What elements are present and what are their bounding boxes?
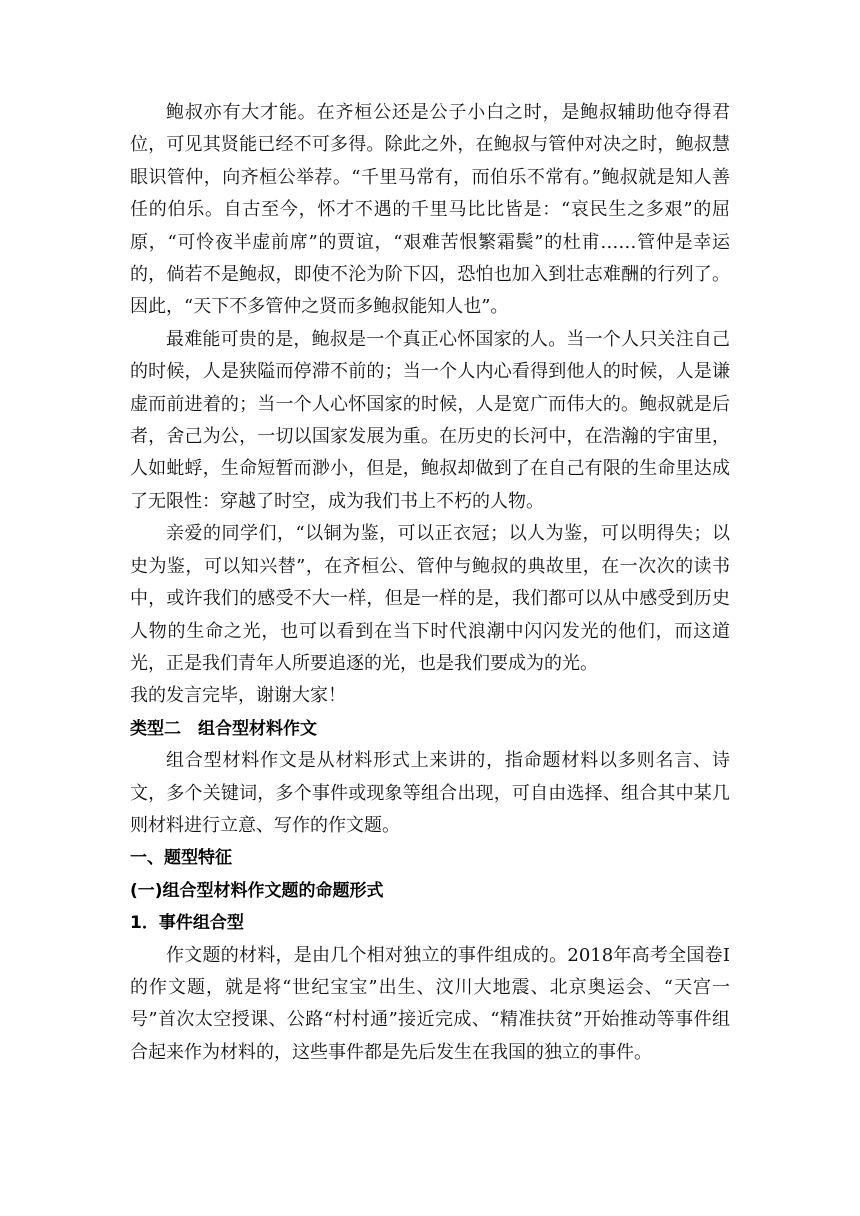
paragraph-baoshu-talent: 鲍叔亦有大才能。在齐桓公还是公子小白之时，是鲍叔辅助他夺得君位，可见其贤能已经不可多得。除此之外，在鲍叔与管仲对决之时，鲍叔慧眼识管仲，向齐桓公举荐。“千里马常有，而伯乐不常有。”鲍叔就是知人善任的伯乐。自古至今，怀才不遇的千里马比比皆是：“哀民生之多艰”的屈原，“可怜夜半虚前席”的贾谊，“艰难苦恨繁霜鬓”的杜甫……管仲是幸运的，倘若不是鲍叔，即使不沦为阶下囚，恐怕也加入到壮志难酬的行列了。因此，“天下不多管仲之贤而多鲍叔能知人也”。	[130, 102, 730, 318]
item-heading-event-combination: 1．事件组合型	[130, 913, 244, 934]
type-two-intro: 组合型材料作文是从材料形式上来讲的，指命题材料以多则名言、诗文，多个关键词，多个事件或现象等组合出现，可自由选择、组合其中某几则材料进行立意、写作的作文题。	[130, 750, 730, 836]
speech-closing: 我的发言完毕，谢谢大家！	[130, 685, 346, 707]
type-two-heading: 类型二 组合型材料作文	[130, 718, 317, 739]
document-body	[130, 97, 730, 1069]
item-text-event-combination: 作文题的材料，是由几个相对独立的事件组成的。2018年高考全国卷Ⅰ的作文题，就是将“世纪宝宝”出生、汶川大地震、北京奥运会、“天宫一号”首次太空授课、公路“村村通”接近完成、“精准扶贫”开始推动等事件组合起来作为材料的，这些事件都是先后发生在我国的独立的事件。	[130, 944, 730, 1063]
subsection-heading-forms: (一)组合型材料作文题的命题形式	[130, 880, 384, 901]
section-heading-features: 一、题型特征	[130, 848, 232, 869]
paragraph-address-students: 亲爱的同学们，“以铜为鉴，可以正衣冠；以人为鉴，可以明得失；以史为鉴，可以知兴替”，在齐桓公、管仲与鲍叔的典故里，在一次次的读书中，或许我们的感受不大一样，但是一样的是，我们都可以从中感受到历史人物的生命之光，也可以看到在当下时代浪潮中闪闪发光的他们，而这道光，正是我们青年人所要追逐的光，也是我们要成为的光。	[130, 523, 730, 674]
paragraph-baoshu-patriotism: 最难能可贵的是，鲍叔是一个真正心怀国家的人。当一个人只关注自己的时候，人是狭隘而停滞不前的；当一个人内心看得到他人的时候，人是谦虚而前进着的；当一个人心怀国家的时候，人是宽广而伟大的。鲍叔就是后者，舍己为公，一切以国家发展为重。在历史的长河中，在浩瀚的宇宙里，人如蚍蜉，生命短暂而渺小，但是，鲍叔却做到了在自己有限的生命里达成了无限性：穿越了时空，成为我们书上不朽的人物。	[130, 328, 730, 512]
